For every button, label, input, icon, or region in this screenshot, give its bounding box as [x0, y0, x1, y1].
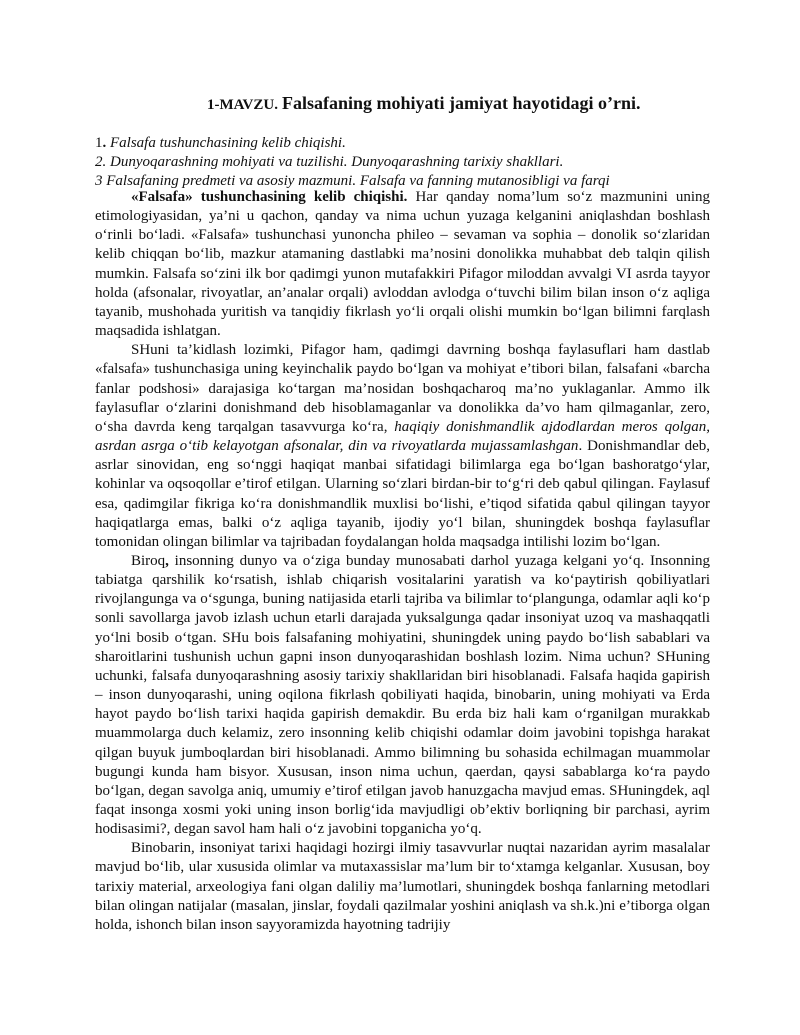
outline-item-1-text: Falsafa tushunchasining kelib chiqishi.: [106, 135, 346, 151]
paragraph-3: [95, 552, 710, 839]
paragraph-3-text: insonning dunyo va o‘ziga bunday munosabati darhol yuzaga kelgani yo‘q. Insonning tabiatga qarshilik ko‘rsatish, ishlab chiqarish vositalarini yaratish va ko‘paytirish qobiliyatlari rivojlangunga va o‘sgunga, buning natijasida etarli tajriba va bilimlar to‘plangunga, odamlar aqli ko‘p sonli savollarga javob izlash uchun etarli darajada yuksalgunga qadar insoniyat uzoq va mashaqqatli yo‘lni bosib o‘tgan. SHu bois falsafaning mohiyatini, shuningdek uning paydo bo‘lish sabablari va sharoitlarini tushunish uchun gapni inson dunyoqarashidan boshlash lozim. Nima uchun? SHuning uchunki, falsafa dunyoqarashning asosiy tarixiy shakllaridan biri hisoblanadi. Falsafa haqida gapirish – inson dunyoqarashi, uning oqilona fikrlash qobiliyati haqida, binobarin, uning mohiyati va Erda hayot paydo bo‘lish tarixi haqida gapirish demakdir. Bu erda biz hali kam o‘rganilgan murakkab muammolarga duch kelamiz, zero insonning kelib chiqishi odamlar doim javobini topishga harakat qilgan buyuk jumboqlardan biri hisoblanadi. Ammo bilimning bu sohasida echilmagan muammolar bugungi kunda ham bisyor. Xususan, inson nima uchun, qaerdan, qaysi sabablarga ko‘ra paydo bo‘lgan, degan savolga aniq, umumiy e’tirof etilgan javob hanuzgacha mavjud emas. SHuningdek, aql faqat insonga xosmi yoki uning inson borlig‘ida mavjudligi ob’ektiv borliqning bir parchasi, ayrim hodisasimi?, degan savol ham hali o‘z javobini topganicha yo‘q.: [95, 552, 710, 838]
paragraph-3-lead: Biroq: [131, 552, 166, 569]
outline-item-1-number: 1: [95, 135, 103, 151]
paragraph-4: [95, 839, 710, 935]
outline-item-3-text: 3 Falsafaning predmeti va asosiy mazmuni. Falsafa va fanning mutanosibligi va farqi: [95, 173, 610, 189]
outline-item-1: [95, 134, 710, 153]
paragraph-1-text: Har qanday noma’lum so‘z mazmunini uning etimologiyasidan, ya’ni u qachon, qanday va nima uchun yuzaga kelganini aniqlashdan boshlash o‘rinli bo‘ladi. «Falsafa» tushunchasi yunoncha phileo – sevaman va sophia – donolik so‘zlaridan kelib chiqqan bo‘lib, mazkur atamaning dastlabki ma’nosini donolikka muhabbat deb talqin qilish mumkin. Falsafa so‘zini ilk bor qadimgi yunon mutafakkiri Pifagor miloddan avvalgi VI asrda tayyor holda (afsonalar, rivoyatlar, an’analar orqali) avloddan avlodga o‘tuvchi bilim bilan inson o‘z aqliga tayanib, mushohada yuritish va tanqidiy fikrlash yo‘li orqali olishi mumkin bo‘lgan bilimni farqlash maqsadida ishlatgan.: [95, 189, 710, 340]
document-body: [95, 188, 710, 935]
paragraph-2-text-b: . Donishmandlar deb, asrlar sinovidan, eng so‘nggi haqiqat manbai sifatidagi bilimlarga ega bo‘lgan bashoratgo‘ylar, kohinlar va oqsoqollar e’tirof etilgan. Ularning so‘zlari birdan-bir to‘g‘ri deb qabul qilingan. Faylasuf esa, qadimgilar fikriga ko‘ra donishmandlik muxlisi bo‘lishi, e’tiqod sifatida qabul qilingan tayyor haqiqatlarga emas, balki o‘z aqliga tayanib, ijodiy yo‘l bilan, shuningdek boshqa faylasuflar tomonidan olingan bilimlar va tajribadan foydalangan holda maqsadga intilishi lozim bo‘lgan.: [95, 438, 710, 550]
outline-item-2: [95, 153, 710, 172]
paragraph-2-text-a: SHuni ta’kidlash lozimki, Pifagor ham, qadimgi davrning boshqa faylasuflari ham dastlab «falsafa» tushunchasiga uning keyinchalik paydo bo‘lgan va mohiyat e’tibori bilan, falsafani «barcha fanlar podshosi» darajasiga ko‘targan ma’nosidan boshqacharoq ma’no yuklaganlar. Ammo ilk faylasuflar o‘zlarini donishmand deb hisoblamaganlar va donolikka da’vo ham qilmaganlar, zero, o‘sha davrda keng tarqalgan tasavvurga ko‘ra,: [95, 342, 710, 435]
paragraph-1-heading: «Falsafa» tushunchasining kelib chiqishi.: [131, 189, 408, 205]
paragraph-2-italic: haqiqiy donishmandlik ajdodlardan meros qolgan, asrdan asrga o‘tib kelayotgan afsonalar, din va rivoyatlarda mujassamlashgan: [95, 418, 710, 455]
paragraph-4-text: Binobarin, insoniyat tarixi haqidagi hozirgi ilmiy tasavvurlar nuqtai nazaridan ayrim masalalar mavjud bo‘lib, ular xususida olimlar va mutaxassislar ma’lum bir to‘xtamga kelganlar. Xususan, boy tarixiy material, arxeologiya fani olgan daliliy ma’lumotlari, shuningdek boshqa fanlarning metodlari bilan olingan natijalar (masalan, jinslar, foydali qazilmalar yoshini aniqlash va sh.k.)ni e’tiborga olgan holda, ishonch bilan inson sayyoramizda hayotning tadrijiy: [95, 840, 710, 933]
title-main: Falsafaning mohiyati jamiyat hayotidagi o’rni.: [281, 93, 641, 113]
topic-outline: [95, 134, 710, 191]
outline-item-2-text: 2. Dunyoqarashning mohiyati va tuzilishi. Dunyoqarashning tarixiy shakllari.: [95, 154, 564, 170]
paragraph-3-comma: ,: [165, 552, 169, 569]
title-prefix: 1-MAVZU.: [207, 97, 278, 113]
paragraph-2: [95, 341, 710, 552]
outline-item-1-dot: .: [102, 135, 107, 151]
page-title: [207, 93, 641, 114]
paragraph-1: [95, 188, 710, 341]
